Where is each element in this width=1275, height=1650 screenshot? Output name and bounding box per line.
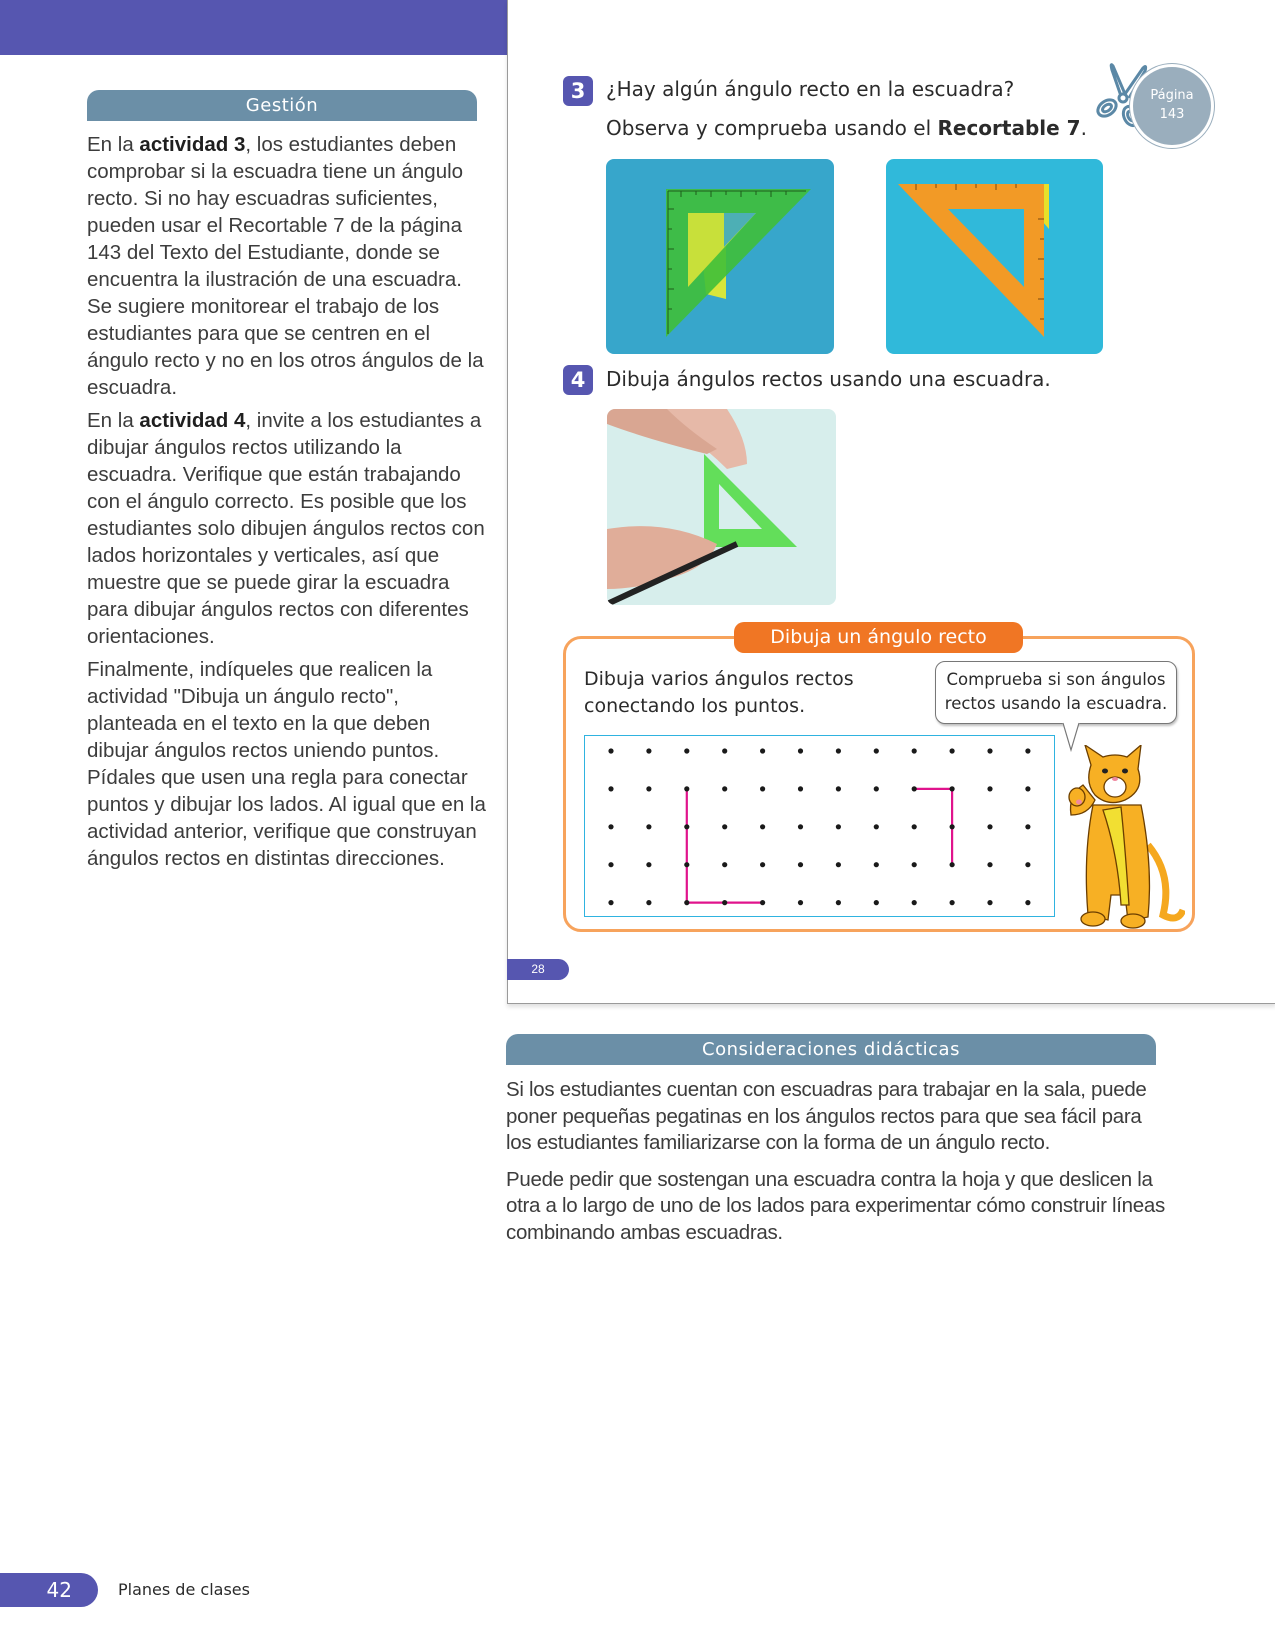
bold-text: actividad 3 [139, 133, 246, 156]
grid-dot[interactable] [760, 900, 765, 905]
dibuja-instruction [584, 666, 854, 720]
orange-set-square-photo [886, 159, 1103, 354]
grid-dot[interactable] [1025, 862, 1030, 867]
activity-4-badge: 4 [563, 365, 593, 395]
grid-dot[interactable] [987, 786, 992, 791]
grid-dot[interactable] [646, 824, 651, 829]
grid-dot[interactable] [684, 748, 689, 753]
grid-dot[interactable] [722, 824, 727, 829]
grid-dot[interactable] [608, 786, 613, 791]
grid-dot[interactable] [836, 786, 841, 791]
grid-dot[interactable] [722, 748, 727, 753]
text: Observa y comprueba usando el [606, 116, 938, 140]
bold-text: actividad 4 [139, 409, 246, 432]
grid-dot[interactable] [950, 786, 955, 791]
text: En la [87, 409, 140, 432]
grid-dot[interactable] [684, 862, 689, 867]
grid-dot[interactable] [608, 862, 613, 867]
grid-dot[interactable] [684, 900, 689, 905]
gestion-paragraph-1 [87, 131, 487, 401]
grid-dot[interactable] [912, 786, 917, 791]
grid-dot[interactable] [684, 824, 689, 829]
grid-dot[interactable] [798, 748, 803, 753]
grid-dot[interactable] [798, 900, 803, 905]
grid-dot[interactable] [912, 900, 917, 905]
grid-dot[interactable] [684, 786, 689, 791]
gestion-body [87, 131, 487, 878]
grid-dot[interactable] [987, 824, 992, 829]
activity-3-badge: 3 [563, 76, 593, 106]
badge-page-number: 143 [1159, 107, 1185, 122]
grid-dot[interactable] [836, 748, 841, 753]
grid-dot[interactable] [987, 900, 992, 905]
grid-dot[interactable] [722, 786, 727, 791]
footer-page-number: 42 [0, 1573, 98, 1607]
grid-dot[interactable] [874, 862, 879, 867]
text: . [1080, 116, 1087, 140]
text: , invite a los estudiantes a dibujar ángulos rectos utilizando la escuadra. Verifique que están trabajando con el ángulo correcto. Es posible que los estudiantes solo dibujen ángulos rectos con lados horizontales y verticales, así que muestre que se puede girar la escuadra para dibujar ángulos rectos con diferentes orientaciones. [87, 409, 485, 648]
grid-dot[interactable] [874, 748, 879, 753]
dibuja-activity-title: Dibuja un ángulo recto [734, 622, 1023, 653]
activity-3-question: ¿Hay algún ángulo recto en la escuadra? [606, 77, 1015, 101]
recortable-link: Recortable 7 [937, 116, 1081, 140]
instruction-line: Dibuja varios ángulos rectos [584, 668, 854, 690]
grid-dot[interactable] [608, 900, 613, 905]
grid-dot[interactable] [912, 748, 917, 753]
top-color-bar [0, 0, 507, 55]
gestion-paragraph-3 [87, 656, 487, 872]
grid-dot[interactable] [722, 900, 727, 905]
drawn-right-angle [687, 789, 763, 903]
consideraciones-body [506, 1077, 1166, 1256]
grid-dot[interactable] [950, 824, 955, 829]
gestion-header: Gestión [87, 90, 477, 121]
grid-dot[interactable] [874, 900, 879, 905]
grid-dot[interactable] [798, 862, 803, 867]
grid-dot[interactable] [950, 900, 955, 905]
student-page-number: 28 [507, 959, 569, 980]
grid-dot[interactable] [912, 824, 917, 829]
grid-dot[interactable] [608, 824, 613, 829]
bubble-line: rectos usando la escuadra. [944, 694, 1168, 713]
gestion-paragraph-2 [87, 407, 487, 650]
grid-dot[interactable] [950, 862, 955, 867]
grid-dot[interactable] [836, 824, 841, 829]
grid-dot[interactable] [987, 862, 992, 867]
hands-drawing-with-set-square-photo [607, 409, 836, 605]
footer-label: Planes de clases [118, 1580, 250, 1599]
grid-dot[interactable] [1025, 748, 1030, 753]
grid-dot[interactable] [646, 786, 651, 791]
grid-dot[interactable] [874, 824, 879, 829]
grid-dot[interactable] [836, 900, 841, 905]
grid-dot[interactable] [722, 862, 727, 867]
bubble-line: Comprueba si son ángulos [946, 670, 1166, 689]
grid-dot[interactable] [646, 862, 651, 867]
grid-dot[interactable] [646, 748, 651, 753]
consideraciones-paragraph-2: Puede pedir que sostengan una escuadra contra la hoja y que deslicen la otra a lo largo de uno de los lados para experimentar cómo construir líneas combinando ambas escuadras. [506, 1167, 1165, 1244]
grid-dot[interactable] [987, 748, 992, 753]
speech-bubble [935, 661, 1177, 724]
grid-dot[interactable] [1025, 786, 1030, 791]
grid-dot[interactable] [912, 862, 917, 867]
text: Finalmente, indíqueles que realicen la actividad "Dibuja un ángulo recto", planteada en el texto en la que deben dibujar ángulos rectos uniendo puntos. Pídales que usen una regla para conectar puntos y dibujar los lados. Al igual que en la actividad anterior, verifique que construyan ángulos rectos en distintas direcciones. [87, 658, 486, 870]
dot-grid [585, 736, 1056, 918]
green-set-square-photo [606, 159, 834, 354]
badge-label: Página [1150, 88, 1194, 103]
activity-3-instruction [606, 116, 1087, 140]
grid-dot[interactable] [798, 786, 803, 791]
text: En la [87, 133, 140, 156]
cat-mascot [1063, 745, 1185, 929]
grid-dot[interactable] [760, 786, 765, 791]
instruction-line: conectando los puntos. [584, 695, 806, 717]
consideraciones-paragraph-1: Si los estudiantes cuentan con escuadras para trabajar en la sala, puede poner pequeñas pegatinas en los ángulos rectos para que sea fácil para los estudiantes familiarizarse con la forma de un ángulo recto. [506, 1078, 1147, 1154]
grid-dot[interactable] [798, 824, 803, 829]
drawn-right-angle [914, 789, 952, 865]
text: , los estudiantes deben comprobar si la escuadra tiene un ángulo recto. Si no hay escuadras suficientes, pueden usar el Recortable 7 de la página 143 del Texto del Estudiante, donde se encuentra la ilustración de una escuadra. Se sugiere monitorear el trabajo de los estudiantes para que se centren en el ángulo recto y no en los otros ángulos de la escuadra. [87, 133, 484, 399]
recortable-page-badge [1133, 67, 1211, 145]
grid-dot[interactable] [760, 824, 765, 829]
hands-drawing-illustration [607, 409, 836, 605]
activity-4-instruction: Dibuja ángulos rectos usando una escuadra. [606, 367, 1051, 391]
grid-dot[interactable] [760, 748, 765, 753]
grid-dot[interactable] [608, 748, 613, 753]
orange-set-square-illustration [886, 159, 1103, 354]
green-set-square-illustration [606, 159, 834, 354]
grid-dot[interactable] [950, 748, 955, 753]
grid-dot[interactable] [646, 900, 651, 905]
grid-dot[interactable] [836, 862, 841, 867]
grid-dot[interactable] [874, 786, 879, 791]
consideraciones-header: Consideraciones didácticas [506, 1034, 1156, 1065]
dot-grid-area[interactable] [584, 735, 1055, 917]
grid-dot[interactable] [760, 862, 765, 867]
grid-dot[interactable] [1025, 900, 1030, 905]
grid-dot[interactable] [1025, 824, 1030, 829]
